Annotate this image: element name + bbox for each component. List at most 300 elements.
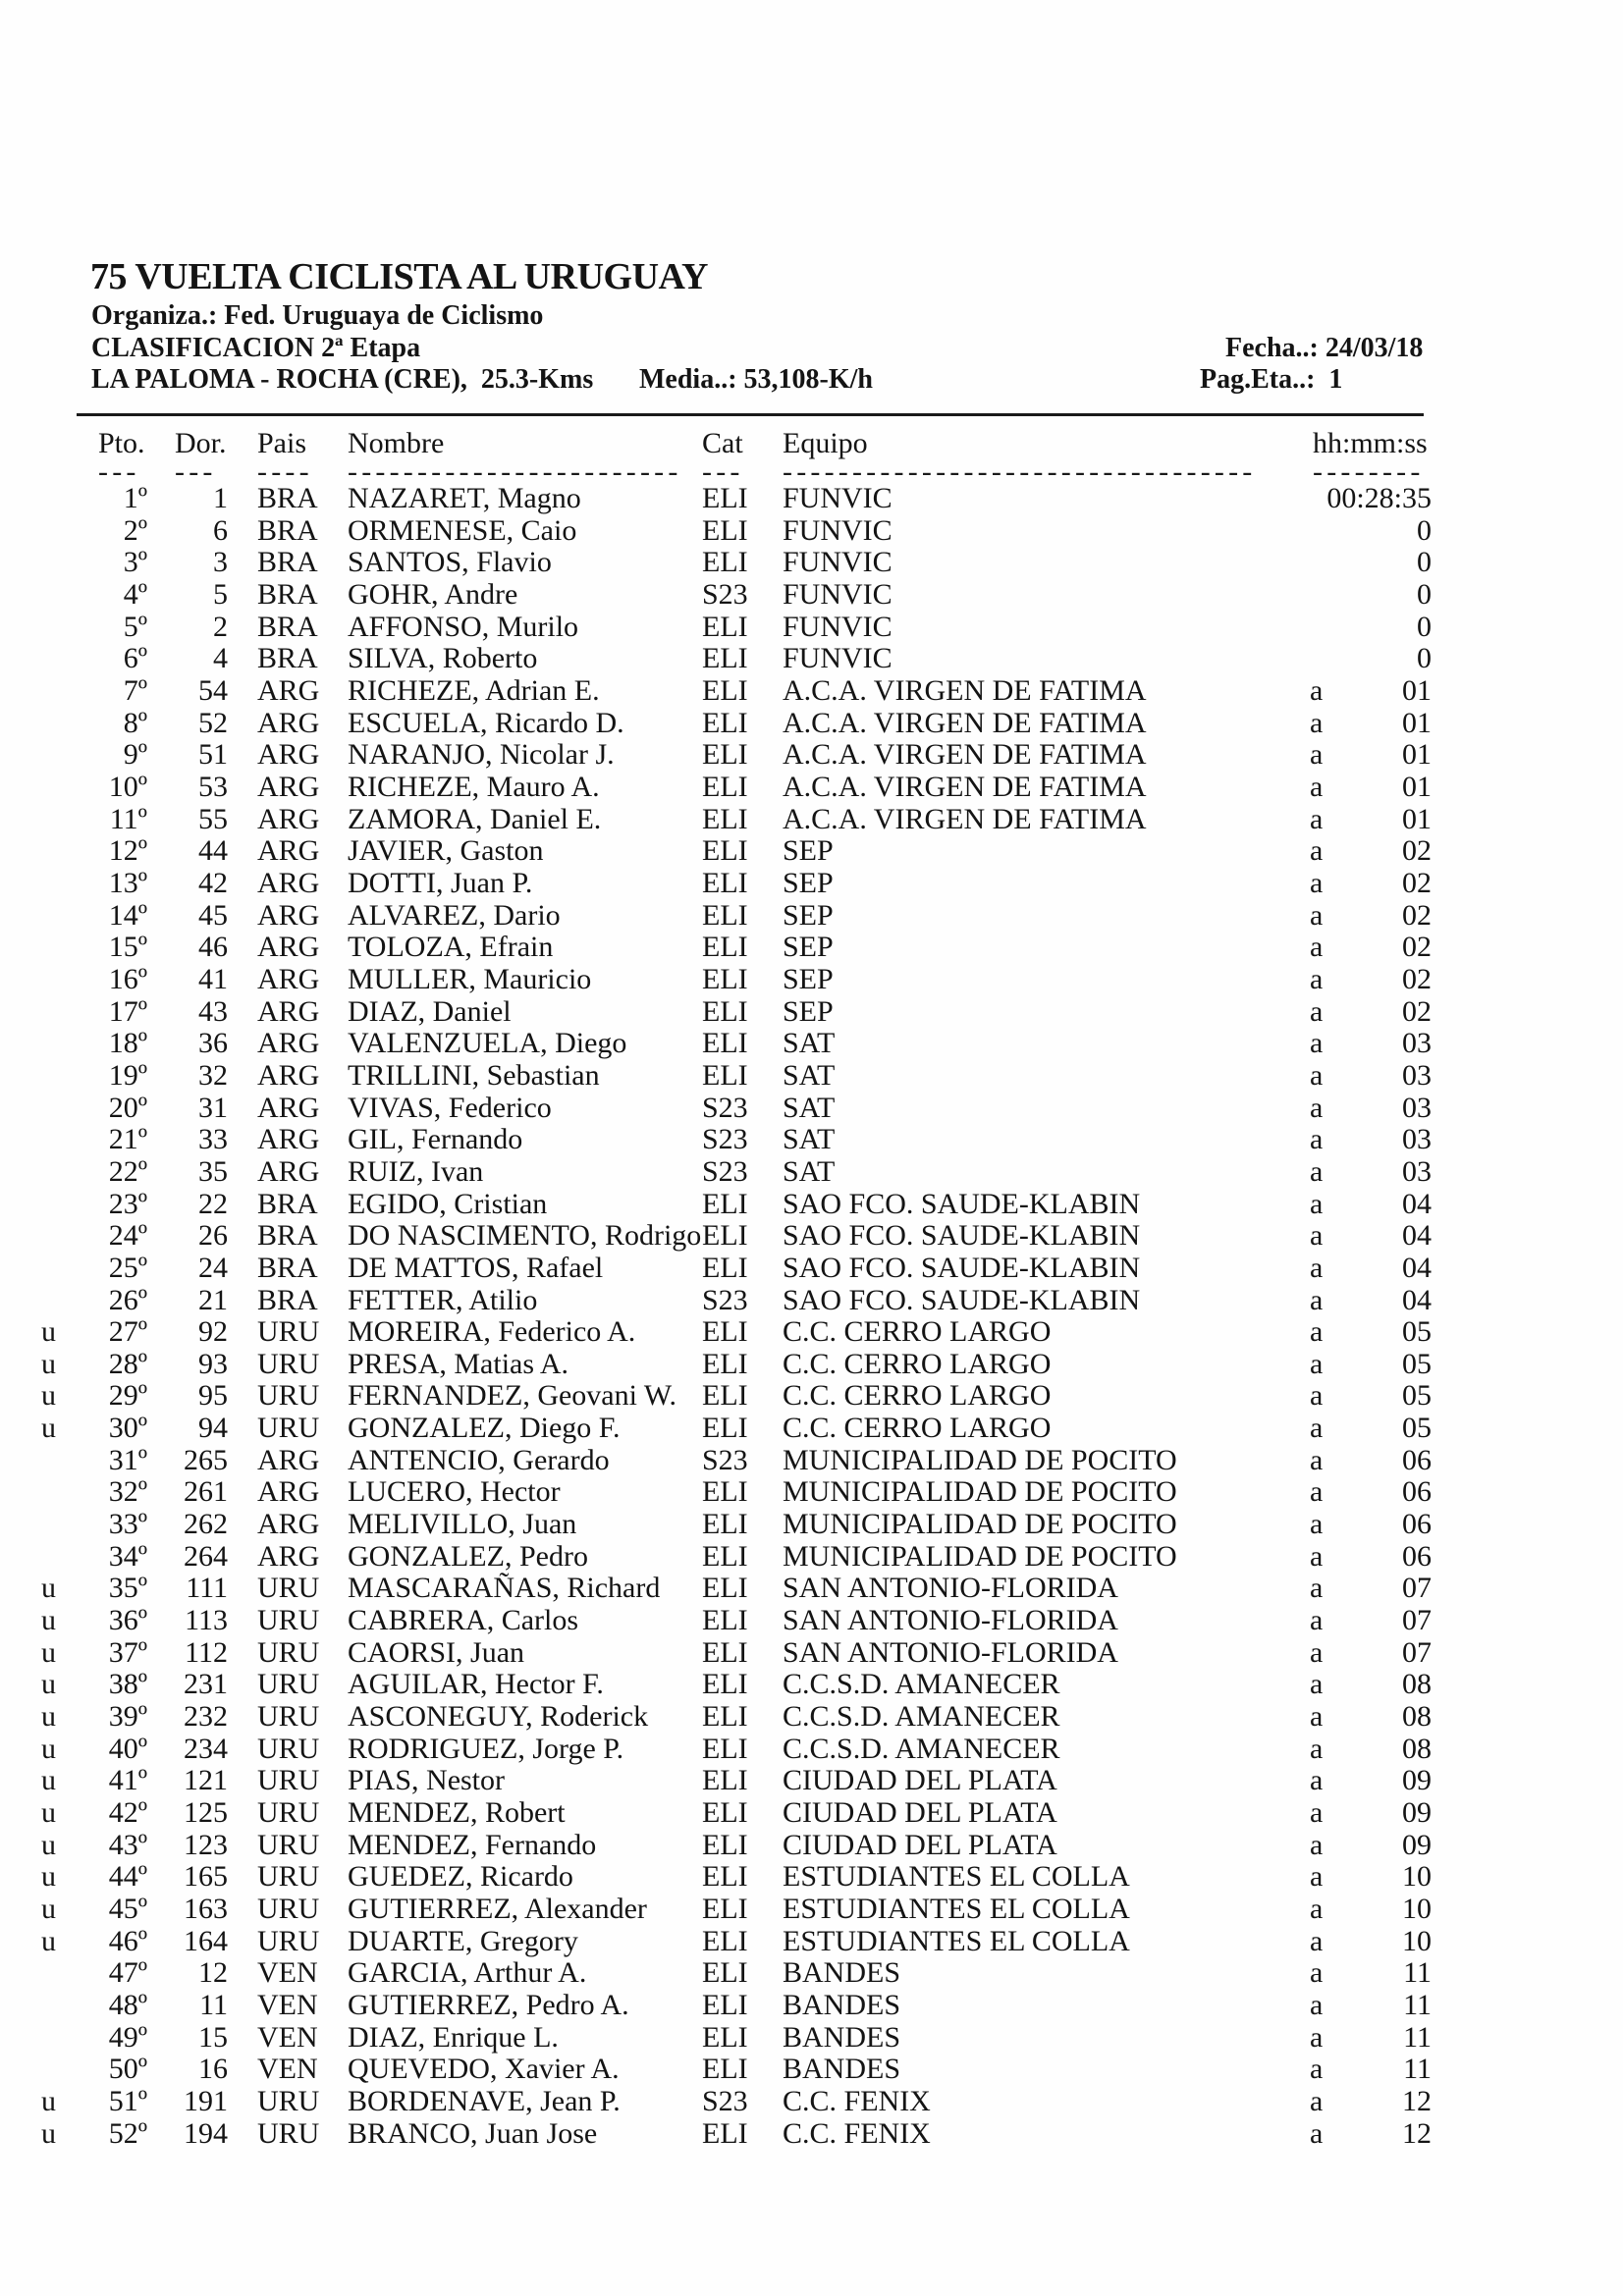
rider-name: ZAMORA, Daniel E. <box>348 802 602 835</box>
category: ELI <box>702 2116 748 2150</box>
rider-name: AFFONSO, Murilo <box>348 610 579 643</box>
rider-name: GUTIERREZ, Pedro A. <box>348 1989 629 2022</box>
table-row <box>0 2117 1623 2150</box>
team: FUNVIC <box>783 482 893 514</box>
gap-marker: a <box>1310 738 1324 772</box>
position: 16º <box>108 962 147 995</box>
category: ELI <box>702 1764 748 1797</box>
category: ELI <box>702 673 748 707</box>
time: 0 <box>1417 546 1432 579</box>
country: ARG <box>257 1123 320 1156</box>
dorsal: 165 <box>184 1860 228 1894</box>
country: URU <box>257 1412 320 1445</box>
table-row <box>0 1252 1623 1284</box>
category: ELI <box>702 1635 748 1669</box>
gap-marker: a <box>1310 1187 1324 1220</box>
category: ELI <box>702 1379 748 1413</box>
team: SAO FCO. SAUDE-KLABIN <box>783 1187 1141 1220</box>
category: ELI <box>702 2020 748 2054</box>
table-row <box>0 738 1623 771</box>
u-marker: u <box>41 1347 56 1380</box>
team: BANDES <box>783 1956 901 1990</box>
category: S23 <box>702 1283 748 1316</box>
rider-name: AGUILAR, Hector F. <box>348 1668 604 1701</box>
team: MUNICIPALIDAD DE POCITO <box>783 1508 1177 1541</box>
time: 11 <box>1403 1956 1432 1990</box>
country: BRA <box>257 1283 318 1316</box>
position: 27º <box>108 1315 147 1349</box>
column-header-dor: Dor. <box>175 427 227 459</box>
time: 05 <box>1402 1315 1432 1349</box>
position: 35º <box>108 1572 147 1605</box>
gap-marker: a <box>1310 1893 1324 1926</box>
dorsal: 232 <box>184 1700 228 1734</box>
team: SEP <box>783 898 834 932</box>
gap-marker: a <box>1310 1508 1324 1541</box>
gap-marker: a <box>1310 1251 1324 1284</box>
table-row <box>0 1027 1623 1059</box>
position: 11º <box>109 802 147 835</box>
time: 0 <box>1417 610 1432 643</box>
dorsal: 163 <box>184 1893 228 1926</box>
table-row <box>0 1956 1623 1989</box>
rider-name: TRILLINI, Sebastian <box>348 1058 600 1092</box>
team: ESTUDIANTES EL COLLA <box>783 1860 1130 1894</box>
time: 07 <box>1402 1572 1432 1605</box>
time: 02 <box>1402 931 1432 964</box>
time: 01 <box>1402 770 1432 803</box>
category: S23 <box>702 1443 748 1476</box>
stage-line: LA PALOMA - ROCHA (CRE), 25.3-Kms <box>91 364 594 395</box>
team: SAO FCO. SAUDE-KLABIN <box>783 1219 1141 1253</box>
category: ELI <box>702 1604 748 1637</box>
team: C.C.S.D. AMANECER <box>783 1668 1060 1701</box>
country: BRA <box>257 610 318 643</box>
rider-name: TOLOZA, Efrain <box>348 931 554 964</box>
gap-marker: a <box>1310 931 1324 964</box>
time: 06 <box>1402 1475 1432 1509</box>
table-row <box>0 707 1623 739</box>
team: C.C. CERRO LARGO <box>783 1347 1052 1380</box>
dorsal: 43 <box>198 994 228 1028</box>
category: ELI <box>702 866 748 899</box>
time: 07 <box>1402 1604 1432 1637</box>
position: 50º <box>108 2053 147 2086</box>
rider-name: MENDEZ, Fernando <box>348 1828 597 1861</box>
position: 24º <box>108 1219 147 1253</box>
position: 13º <box>108 866 147 899</box>
dorsal: 265 <box>184 1443 228 1476</box>
country: BRA <box>257 513 318 547</box>
rider-name: ORMENESE, Caio <box>348 513 577 547</box>
rider-name: LUCERO, Hector <box>348 1475 561 1509</box>
time: 06 <box>1402 1539 1432 1573</box>
dorsal: 112 <box>185 1635 228 1669</box>
category: ELI <box>702 1475 748 1509</box>
category: S23 <box>702 577 748 611</box>
position: 52º <box>108 2116 147 2150</box>
gap-marker: a <box>1310 962 1324 995</box>
rider-name: RICHEZE, Adrian E. <box>348 673 600 707</box>
dorsal: 125 <box>184 1796 228 1830</box>
position: 12º <box>108 834 147 868</box>
table-row <box>0 1508 1623 1540</box>
time: 03 <box>1402 1058 1432 1092</box>
dorsal: 5 <box>213 577 228 611</box>
country: BRA <box>257 1251 318 1284</box>
country: ARG <box>257 994 320 1028</box>
table-row <box>0 931 1623 963</box>
time: 11 <box>1403 2020 1432 2054</box>
country: ARG <box>257 738 320 772</box>
dorsal: 21 <box>198 1283 228 1316</box>
separator-nombre: ------------------------ <box>348 455 682 488</box>
team: SAT <box>783 1123 836 1156</box>
gap-marker: a <box>1310 1154 1324 1188</box>
position: 18º <box>108 1027 147 1060</box>
country: BRA <box>257 546 318 579</box>
country: ARG <box>257 962 320 995</box>
time: 00:28:35 <box>1326 482 1432 514</box>
category: S23 <box>702 1091 748 1124</box>
time: 01 <box>1402 802 1432 835</box>
gap-marker: a <box>1310 1924 1324 1957</box>
position: 30º <box>108 1412 147 1445</box>
time: 04 <box>1402 1187 1432 1220</box>
country: VEN <box>257 1956 318 1990</box>
table-row <box>0 1188 1623 1220</box>
gap-marker: a <box>1310 1315 1324 1349</box>
table-row <box>0 1315 1623 1348</box>
rider-name: BORDENAVE, Jean P. <box>348 2085 621 2117</box>
position: 20º <box>108 1091 147 1124</box>
team: A.C.A. VIRGEN DE FATIMA <box>783 770 1147 803</box>
team: FUNVIC <box>783 546 893 579</box>
position: 21º <box>108 1123 147 1156</box>
category: ELI <box>702 1347 748 1380</box>
rider-name: MENDEZ, Robert <box>348 1796 566 1830</box>
separator-equipo: ---------------------------------- <box>783 455 1257 488</box>
category: ELI <box>702 1924 748 1957</box>
gap-marker: a <box>1310 770 1324 803</box>
rider-name: BRANCO, Juan Jose <box>348 2116 598 2150</box>
table-row <box>0 1379 1623 1412</box>
gap-marker: a <box>1310 1764 1324 1797</box>
header-divider <box>77 413 1424 416</box>
category: ELI <box>702 1893 748 1926</box>
position: 5º <box>123 610 147 643</box>
table-row <box>0 1860 1623 1893</box>
country: ARG <box>257 1475 320 1509</box>
table-row <box>0 1989 1623 2021</box>
rider-name: SANTOS, Flavio <box>348 546 552 579</box>
time: 11 <box>1403 1989 1432 2022</box>
country: ARG <box>257 1539 320 1573</box>
position: 34º <box>108 1539 147 1573</box>
table-row <box>0 1092 1623 1124</box>
country: ARG <box>257 1443 320 1476</box>
dorsal: 26 <box>198 1219 228 1253</box>
table-row <box>0 2021 1623 2054</box>
category: ELI <box>702 706 748 739</box>
column-header-equipo: Equipo <box>783 427 868 459</box>
position: 40º <box>108 1732 147 1765</box>
position: 41º <box>108 1764 147 1797</box>
gap-marker: a <box>1310 866 1324 899</box>
category: ELI <box>702 513 748 547</box>
country: BRA <box>257 577 318 611</box>
team: BANDES <box>783 2020 901 2054</box>
category: ELI <box>702 1572 748 1605</box>
time: 02 <box>1402 866 1432 899</box>
category: ELI <box>702 738 748 772</box>
category: ELI <box>702 2053 748 2086</box>
dorsal: 41 <box>198 962 228 995</box>
team: BANDES <box>783 1989 901 2022</box>
gap-marker: a <box>1310 2053 1324 2086</box>
position: 37º <box>108 1635 147 1669</box>
table-row <box>0 546 1623 578</box>
average-speed-line: Media..: 53,108-K/h <box>639 364 873 395</box>
dorsal: 12 <box>198 1956 228 1990</box>
position: 4º <box>123 577 147 611</box>
time: 04 <box>1402 1251 1432 1284</box>
gap-marker: a <box>1310 802 1324 835</box>
position: 14º <box>108 898 147 932</box>
table-row <box>0 1348 1623 1380</box>
country: ARG <box>257 1154 320 1188</box>
rider-name: RUIZ, Ivan <box>348 1154 484 1188</box>
gap-marker: a <box>1310 1283 1324 1316</box>
position: 31º <box>108 1443 147 1476</box>
country: BRA <box>257 642 318 675</box>
rider-name: NAZARET, Magno <box>348 482 581 514</box>
table-row <box>0 1893 1623 1925</box>
country: URU <box>257 2116 320 2150</box>
dorsal: 194 <box>184 2116 228 2150</box>
category: ELI <box>702 770 748 803</box>
gap-marker: a <box>1310 2020 1324 2054</box>
position: 25º <box>108 1251 147 1284</box>
time: 12 <box>1402 2085 1432 2117</box>
country: ARG <box>257 770 320 803</box>
category: ELI <box>702 1989 748 2022</box>
position: 38º <box>108 1668 147 1701</box>
table-row <box>0 642 1623 674</box>
position: 23º <box>108 1187 147 1220</box>
table-row <box>0 1059 1623 1092</box>
table-row <box>0 482 1623 514</box>
time: 08 <box>1402 1700 1432 1734</box>
rider-name: MELIVILLO, Juan <box>348 1508 577 1541</box>
position: 2º <box>123 513 147 547</box>
time: 06 <box>1402 1443 1432 1476</box>
rider-name: ESCUELA, Ricardo D. <box>348 706 624 739</box>
gap-marker: a <box>1310 2085 1324 2117</box>
gap-marker: a <box>1310 1412 1324 1445</box>
team: FUNVIC <box>783 577 893 611</box>
table-row <box>0 1796 1623 1829</box>
category: ELI <box>702 1027 748 1060</box>
u-marker: u <box>41 1379 56 1413</box>
separator-cat: --- <box>702 455 744 488</box>
category: ELI <box>702 1315 748 1349</box>
position: 44º <box>108 1860 147 1894</box>
dorsal: 52 <box>198 706 228 739</box>
rider-name: ANTENCIO, Gerardo <box>348 1443 610 1476</box>
time: 09 <box>1402 1764 1432 1797</box>
dorsal: 36 <box>198 1027 228 1060</box>
position: 10º <box>108 770 147 803</box>
separator-time: -------- <box>1313 455 1425 488</box>
position: 17º <box>108 994 147 1028</box>
category: ELI <box>702 1796 748 1830</box>
dorsal: 46 <box>198 931 228 964</box>
time: 02 <box>1402 994 1432 1028</box>
country: URU <box>257 2085 320 2117</box>
table-row <box>0 1636 1623 1669</box>
position: 43º <box>108 1828 147 1861</box>
rider-name: GOHR, Andre <box>348 577 518 611</box>
time: 05 <box>1402 1379 1432 1413</box>
gap-marker: a <box>1310 1604 1324 1637</box>
gap-marker: a <box>1310 1989 1324 2022</box>
country: ARG <box>257 1058 320 1092</box>
time: 10 <box>1402 1893 1432 1926</box>
team: SAN ANTONIO-FLORIDA <box>783 1635 1118 1669</box>
rider-name: RODRIGUEZ, Jorge P. <box>348 1732 624 1765</box>
separator-dor: --- <box>175 455 217 488</box>
rider-name: FETTER, Atilio <box>348 1283 538 1316</box>
team: FUNVIC <box>783 642 893 675</box>
column-header-nombre: Nombre <box>348 427 445 459</box>
gap-marker: a <box>1310 1379 1324 1413</box>
position: 26º <box>108 1283 147 1316</box>
gap-marker: a <box>1310 898 1324 932</box>
country: ARG <box>257 1508 320 1541</box>
time: 12 <box>1402 2116 1432 2150</box>
table-row <box>0 963 1623 995</box>
rider-name: DIAZ, Daniel <box>348 994 512 1028</box>
dorsal: 121 <box>184 1764 228 1797</box>
page-title: 75 VUELTA CICLISTA AL URUGUAY <box>90 256 708 297</box>
rider-name: RICHEZE, Mauro A. <box>348 770 600 803</box>
position: 9º <box>123 738 147 772</box>
rider-name: ASCONEGUY, Roderick <box>348 1700 649 1734</box>
team: CIUDAD DEL PLATA <box>783 1796 1057 1830</box>
time: 04 <box>1402 1283 1432 1316</box>
u-marker: u <box>41 1924 56 1957</box>
category: ELI <box>702 610 748 643</box>
category: ELI <box>702 642 748 675</box>
dorsal: 3 <box>213 546 228 579</box>
position: 51º <box>108 2085 147 2117</box>
country: ARG <box>257 866 320 899</box>
dorsal: 32 <box>198 1058 228 1092</box>
table-row <box>0 834 1623 867</box>
table-row <box>0 514 1623 547</box>
category: ELI <box>702 1828 748 1861</box>
category: ELI <box>702 1058 748 1092</box>
rider-name: GONZALEZ, Diego F. <box>348 1412 621 1445</box>
table-row <box>0 1284 1623 1316</box>
dorsal: 191 <box>184 2085 228 2117</box>
rider-name: GARCIA, Arthur A. <box>348 1956 587 1990</box>
country: BRA <box>257 1187 318 1220</box>
position: 48º <box>108 1989 147 2022</box>
table-row <box>0 1475 1623 1508</box>
team: ESTUDIANTES EL COLLA <box>783 1893 1130 1926</box>
position: 33º <box>108 1508 147 1541</box>
country: ARG <box>257 931 320 964</box>
position: 29º <box>108 1379 147 1413</box>
category: ELI <box>702 1732 748 1765</box>
gap-marker: a <box>1310 1475 1324 1509</box>
dorsal: 15 <box>198 2020 228 2054</box>
dorsal: 24 <box>198 1251 228 1284</box>
time: 02 <box>1402 898 1432 932</box>
rider-name: ALVAREZ, Dario <box>348 898 561 932</box>
time: 0 <box>1417 642 1432 675</box>
u-marker: u <box>41 1732 56 1765</box>
gap-marker: a <box>1310 1443 1324 1476</box>
country: VEN <box>257 2053 318 2086</box>
team: C.C. CERRO LARGO <box>783 1315 1052 1349</box>
time: 02 <box>1402 962 1432 995</box>
gap-marker: a <box>1310 1219 1324 1253</box>
table-row <box>0 899 1623 932</box>
team: C.C. CERRO LARGO <box>783 1412 1052 1445</box>
dorsal: 93 <box>198 1347 228 1380</box>
dorsal: 261 <box>184 1475 228 1509</box>
position: 15º <box>108 931 147 964</box>
column-header-pais: Pais <box>257 427 307 459</box>
dorsal: 42 <box>198 866 228 899</box>
rider-name: DIAZ, Enrique L. <box>348 2020 559 2054</box>
position: 39º <box>108 1700 147 1734</box>
gap-marker: a <box>1310 706 1324 739</box>
table-row <box>0 1668 1623 1700</box>
team: FUNVIC <box>783 513 893 547</box>
position: 19º <box>108 1058 147 1092</box>
team: C.C. FENIX <box>783 2116 931 2150</box>
rider-name: CABRERA, Carlos <box>348 1604 579 1637</box>
gap-marker: a <box>1310 1347 1324 1380</box>
dorsal: 123 <box>184 1828 228 1861</box>
dorsal: 94 <box>198 1412 228 1445</box>
country: ARG <box>257 706 320 739</box>
time: 03 <box>1402 1091 1432 1124</box>
time: 08 <box>1402 1668 1432 1701</box>
position: 49º <box>108 2020 147 2054</box>
table-row <box>0 1604 1623 1636</box>
dorsal: 6 <box>213 513 228 547</box>
gap-marker: a <box>1310 1828 1324 1861</box>
position: 47º <box>108 1956 147 1990</box>
column-header-cat: Cat <box>702 427 743 459</box>
time: 01 <box>1402 673 1432 707</box>
team: SAT <box>783 1091 836 1124</box>
time: 03 <box>1402 1027 1432 1060</box>
country: VEN <box>257 1989 318 2022</box>
country: URU <box>257 1796 320 1830</box>
time: 05 <box>1402 1412 1432 1445</box>
position: 8º <box>123 706 147 739</box>
country: URU <box>257 1668 320 1701</box>
country: ARG <box>257 802 320 835</box>
team: C.C.S.D. AMANECER <box>783 1700 1060 1734</box>
category: ELI <box>702 1508 748 1541</box>
